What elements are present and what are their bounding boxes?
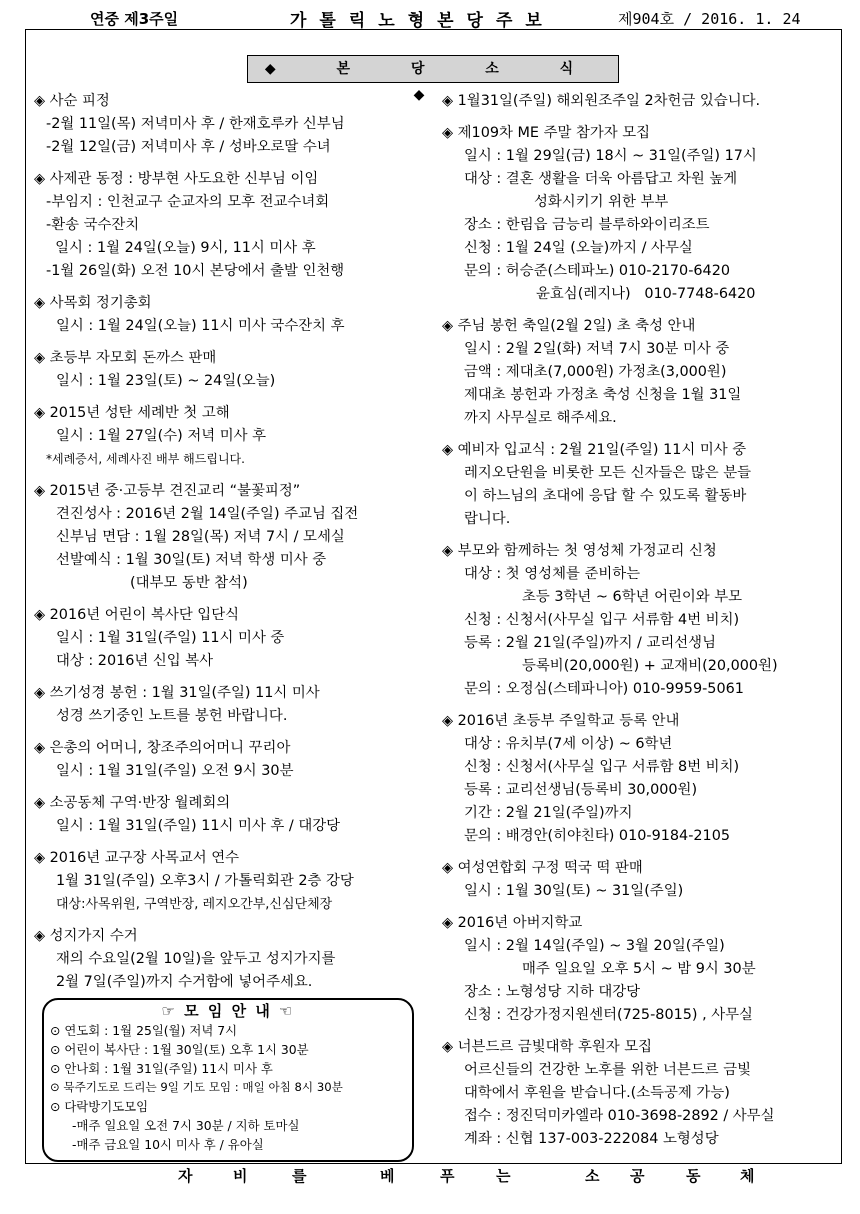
notice-line: (대부모 동반 참석) (130, 575, 248, 591)
notice-line: 문의 : 오정심(스테파니아) 010-9959-5061 (464, 681, 744, 697)
notice-line: 초등 3학년 ~ 6학년 어린이와 부모 (522, 589, 743, 605)
meeting-line: ⊙ 어린이 복사단 : 1월 30일(토) 오후 1시 30분 (50, 1042, 309, 1057)
motto-char: 베 (380, 1167, 395, 1185)
notice-line: 일시 : 1월 29일(금) 18시 ~ 31일(주일) 17시 (464, 148, 757, 164)
notice-line: -1월 26일(화) 오전 10시 본당에서 출발 인천행 (46, 263, 345, 279)
notice-line: 신청 : 신청서(사무실 입구 서류함 4번 비치) (464, 612, 740, 628)
notice-title: ◈ 쓰기성경 봉헌 : 1월 31일(주일) 11시 미사 (34, 685, 320, 701)
motto-char: 는 (496, 1167, 511, 1185)
right-column (442, 90, 838, 1160)
liturgical-week: 연중 제3주일 (90, 10, 179, 28)
motto-char: 체 (740, 1167, 755, 1185)
notice-title: ◈ 2016년 아버지학교 (442, 915, 583, 931)
notice-line: 대상 : 결혼 생활을 더욱 아름답고 차원 높게 (464, 171, 738, 187)
notice-line: -2월 11일(목) 저녁미사 후 / 한재호루카 신부님 (46, 116, 345, 132)
notice-line: 일시 : 1월 27일(수) 저녁 미사 후 (56, 428, 267, 444)
notice-line: 일시 : 1월 31일(주일) 11시 미사 중 (56, 630, 285, 646)
notice-line: 이 하느님의 초대에 응답 할 수 있도록 활동바 (464, 488, 747, 504)
notice-line: 신청 : 건강가정지원센터(725-8015) , 사무실 (464, 1007, 753, 1023)
notice-item (34, 90, 434, 159)
notice-title: ◈ 사목회 정기총회 (34, 295, 152, 311)
notice-line: 등록 : 2월 21일(주일)까지 / 교리선생님 (464, 635, 716, 651)
notice-item (442, 912, 838, 1027)
notice-title: ◈ 성지가지 수거 (34, 928, 138, 944)
notice-item (34, 402, 434, 471)
meeting-line: ⊙ 안나회 : 1월 31일(주일) 11시 미사 후 (50, 1061, 273, 1076)
notice-title: ◈ 소공동체 구역·반장 월례회의 (34, 795, 231, 811)
notice-item (442, 540, 838, 701)
motto-char: 소 (585, 1167, 600, 1185)
motto-char: 자 (178, 1167, 193, 1185)
notice-item (34, 292, 434, 338)
notice-line: 대상 : 2016년 신입 복사 (56, 653, 214, 669)
motto-char: 동 (686, 1167, 701, 1185)
notice-line: 신청 : 1월 24일 (오늘)까지 / 사무실 (464, 240, 693, 256)
notice-title: ◈ 예비자 입교식 : 2월 21일(주일) 11시 미사 중 (442, 442, 747, 458)
notice-line: 대상 : 유치부(7세 이상) ~ 6학년 (464, 736, 673, 752)
notice-item (34, 737, 434, 783)
notice-item (34, 792, 434, 838)
notice-line: 랍니다. (464, 511, 511, 527)
notice-line: 일시 : 1월 30일(토) ~ 31일(주일) (464, 883, 684, 899)
notice-line: 계좌 : 신협 137-003-222084 노형성당 (464, 1131, 719, 1147)
notice-item (34, 347, 434, 393)
notice-title: ◈ 제109차 ME 주말 참가자 모집 (442, 125, 651, 141)
notice-line: 1월 31일(주일) 오후3시 / 가톨릭회관 2층 강당 (56, 873, 354, 889)
bulletin-title: 가톨릭노형본당주보 (290, 11, 555, 31)
notice-line: 제대초 봉헌과 가정초 축성 신청을 1월 31일 (464, 387, 742, 403)
notice-title: ◈ 2016년 어린이 복사단 입단식 (34, 607, 240, 623)
page-header (0, 0, 860, 30)
notice-line: 일시 : 2월 2일(화) 저녁 7시 30분 미사 중 (464, 341, 730, 357)
notice-line: 일시 : 1월 31일(주일) 11시 미사 후 / 대강당 (56, 818, 341, 834)
notice-line: -2월 12일(금) 저녁미사 후 / 성바오로딸 수녀 (46, 139, 331, 155)
notice-note: *세례증서, 세례사진 배부 해드립니다. (46, 452, 245, 466)
notice-title: ◈ 2016년 교구장 사목교서 연수 (34, 850, 240, 866)
notice-title: ◈ 사순 피정 (34, 93, 110, 109)
left-column (34, 90, 434, 1003)
notice-line: 대학에서 후원을 받습니다.(소득공제 가능) (464, 1085, 730, 1101)
notice-title: ◈ 부모와 함께하는 첫 영성체 가정교리 신청 (442, 543, 717, 559)
notice-item (442, 122, 838, 306)
notice-line: 금액 : 제대초(7,000원) 가정초(3,000원) (464, 364, 727, 380)
notice-title: ◈ 초등부 자모회 돈까스 판매 (34, 350, 217, 366)
notice-line: 레지오단원을 비롯한 모든 신자들은 많은 분들 (464, 465, 751, 481)
notice-title: ◈ 너븐드르 금빛대학 후원자 모집 (442, 1039, 653, 1055)
meeting-line: ⊙ 연도회 : 1월 25일(월) 저녁 7시 (50, 1023, 238, 1038)
meeting-guide-title: ☞ 모 임 안 내 ☜ (161, 1002, 295, 1020)
notice-line: 신청 : 신청서(사무실 입구 서류함 8번 비치) (464, 759, 740, 775)
notice-line: 선발예식 : 1월 30일(토) 저녁 학생 미사 중 (56, 552, 327, 568)
notice-item (34, 925, 434, 994)
notice-line: 일시 : 1월 24일(오늘) 9시, 11시 미사 후 (46, 240, 316, 256)
notice-line: 대상:사목위원, 구역반장, 레지오간부,신심단체장 (56, 897, 333, 912)
notice-line: 신부님 면담 : 1월 28일(목) 저녁 7시 / 모세실 (56, 529, 345, 545)
notice-line: 매주 일요일 오후 5시 ~ 밤 9시 30분 (522, 961, 756, 977)
motto-char: 공 (630, 1167, 645, 1185)
notice-item (442, 90, 838, 113)
notice-line: -부임지 : 인천교구 순교자의 모후 전교수녀회 (46, 194, 330, 210)
notice-line: 윤효심(레지나) 010-7748-6420 (536, 286, 756, 302)
meeting-line: ⊙ 묵주기도로 드리는 9일 기도 모임 : 매일 아침 8시 30분 (50, 1080, 343, 1094)
motto-char: 비 (233, 1167, 248, 1185)
notice-line: 장소 : 노형성당 지하 대강당 (464, 984, 641, 1000)
notice-item (442, 439, 838, 531)
notice-line: 견진성사 : 2016년 2월 14일(주일) 주교님 집전 (56, 506, 359, 522)
notice-title: ◈ 사제관 동정 : 방부현 사도요한 신부님 이임 (34, 171, 319, 187)
motto-char: 를 (292, 1167, 307, 1185)
notice-item (34, 847, 434, 916)
notice-line: 등록비(20,000원) + 교재비(20,000원) (522, 658, 778, 674)
notice-title: ◈ 1월31일(주일) 해외원조주일 2차헌금 있습니다. (442, 93, 761, 109)
notice-line: 문의 : 배경안(히야친타) 010-9184-2105 (464, 828, 731, 844)
notice-item (442, 857, 838, 903)
notice-line: 장소 : 한림읍 금능리 블루하와이리조트 (464, 217, 710, 233)
notice-item (34, 480, 434, 595)
notice-line: -환송 국수잔치 (46, 217, 140, 233)
motto-char: 푸 (440, 1167, 455, 1185)
notice-line: 일시 : 1월 31일(주일) 오전 9시 30분 (56, 763, 294, 779)
notice-line: 대상 : 첫 영성체를 준비하는 (464, 566, 641, 582)
notice-line: 접수 : 정진덕미카엘라 010-3698-2892 / 사무실 (464, 1108, 775, 1124)
notice-line: 2월 7일(주일)까지 수거함에 넣어주세요. (56, 974, 313, 990)
meeting-subline: -매주 일요일 오전 7시 30분 / 지하 토마실 (72, 1118, 300, 1133)
notice-line: 어르신들의 건강한 노후를 위한 너븐드르 금빛 (464, 1062, 751, 1078)
notice-title: ◈ 2016년 초등부 주일학교 등록 안내 (442, 713, 680, 729)
notice-line: 등록 : 교리선생님(등록비 30,000원) (464, 782, 698, 798)
notice-item (34, 682, 434, 728)
notice-title: ◈ 주님 봉헌 축일(2월 2일) 초 축성 안내 (442, 318, 696, 334)
notice-title: ◈ 은총의 어머니, 창조주의어머니 꾸리아 (34, 740, 291, 756)
notice-line: 까지 사무실로 해주세요. (464, 410, 617, 426)
meeting-subline: -매주 금요일 10시 미사 후 / 유아실 (72, 1137, 264, 1152)
notice-title: ◈ 2015년 성탄 세례반 첫 고해 (34, 405, 230, 421)
notice-item (34, 168, 434, 283)
notice-line: 일시 : 1월 24일(오늘) 11시 미사 국수잔치 후 (56, 318, 345, 334)
notice-title: ◈ 2015년 중·고등부 견진교리 “불꽃피정” (34, 483, 301, 499)
notice-line: 일시 : 1월 23일(토) ~ 24일(오늘) (56, 373, 276, 389)
section-banner: ◆ 본 당 소 식 ◆ (247, 55, 619, 83)
notice-line: 일시 : 2월 14일(주일) ~ 3월 20일(주일) (464, 938, 725, 954)
notice-title: ◈ 여성연합회 구정 떡국 떡 판매 (442, 860, 643, 876)
notice-item (442, 315, 838, 430)
notice-item (442, 710, 838, 848)
notice-item (34, 604, 434, 673)
notice-line: 재의 수요일(2월 10일)을 앞두고 성지가지를 (56, 951, 336, 967)
notice-line: 기간 : 2월 21일(주일)까지 (464, 805, 633, 821)
notice-item (442, 1036, 838, 1151)
notice-line: 성경 쓰기중인 노트를 봉헌 바랍니다. (56, 708, 288, 724)
notice-line: 문의 : 허승준(스테파노) 010-2170-6420 (464, 263, 731, 279)
issue-info: 제904호 / 2016. 1. 24 (618, 10, 801, 28)
notice-line: 성화시키기 위한 부부 (534, 194, 669, 210)
meeting-guide-box (42, 998, 414, 1162)
meeting-line: ⊙ 다락방기도모임 (50, 1099, 149, 1114)
